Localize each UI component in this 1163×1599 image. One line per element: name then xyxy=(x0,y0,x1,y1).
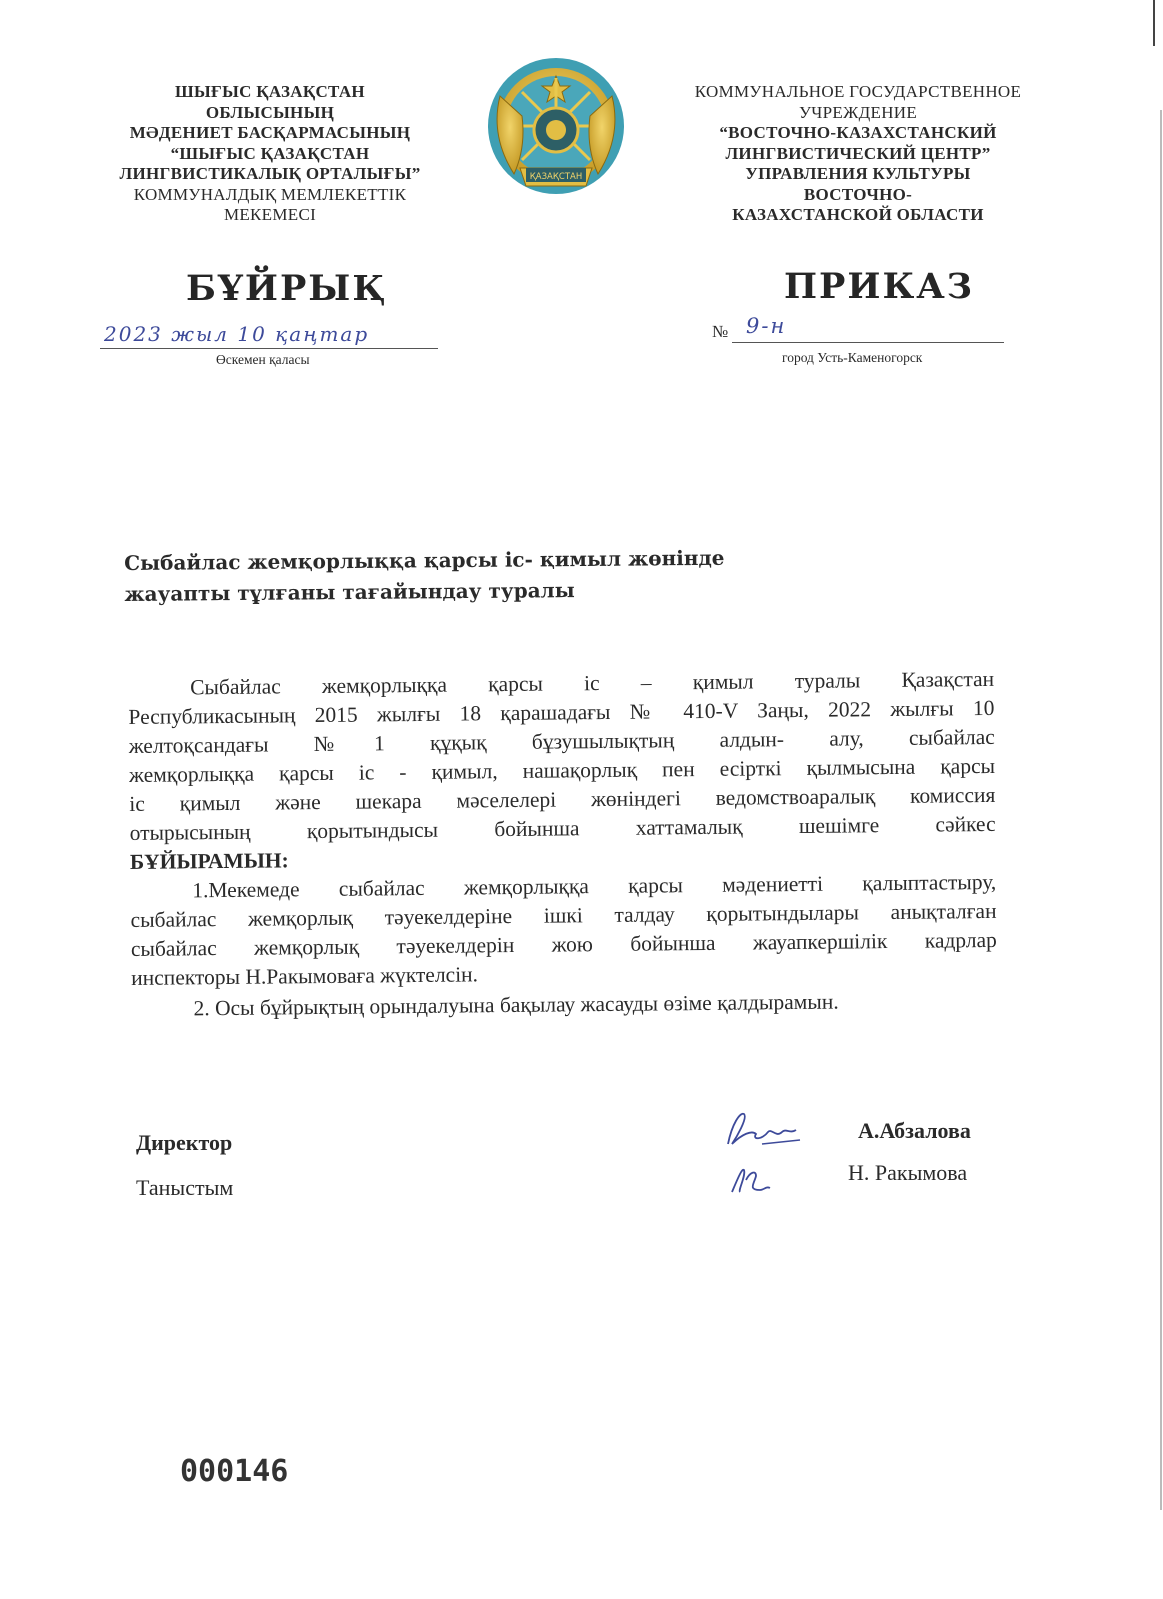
scan-edge-mark xyxy=(1153,0,1155,46)
item1-line: сыбайлас жемқорлық тәуекелдерін жою бойынша жауапкершілік кадрлар xyxy=(130,927,997,961)
header-right-line: УЧРЕЖДЕНИЕ xyxy=(798,102,918,122)
preamble-line: Сыбайлас жемқорлыққа қарсы іс – қимыл туралы Қазақстан xyxy=(190,666,995,700)
header-right-line: КОММУНАЛЬНОЕ ГОСУДАРСТВЕННОЕ xyxy=(694,82,1022,101)
emblem xyxy=(486,56,626,202)
header-left-line: ЛИНГВИСТИКАЛЫҚ ОРТАЛЫҒЫ” xyxy=(119,164,421,183)
order-word: БҰЙЫРАМЫН: xyxy=(129,848,289,874)
header-right-line: КАЗАХСТАНСКОЙ ОБЛАСТИ xyxy=(732,205,984,224)
handwritten-signature-icon xyxy=(722,1104,802,1154)
handwritten-signature-icon xyxy=(726,1160,776,1200)
header-left-line: ШЫҒЫС ҚАЗАҚСТАН xyxy=(175,82,365,101)
document-serial-number: 000146 xyxy=(180,1454,289,1489)
header-left-line: “ШЫҒЫС ҚАЗАҚСТАН xyxy=(170,143,370,163)
header-left-line: МЕКЕМЕСІ xyxy=(223,205,317,224)
date-line xyxy=(100,318,438,349)
scan-edge-line xyxy=(1160,110,1162,1510)
handwritten-date: 2023 жыл 10 қаңтар xyxy=(104,322,370,346)
order-subject xyxy=(124,543,725,610)
kazakhstan-state-emblem-icon xyxy=(486,56,626,202)
header-left xyxy=(100,82,440,226)
acquainted-signature xyxy=(726,1160,776,1205)
handwritten-number: 9-н xyxy=(746,314,787,338)
header-right xyxy=(680,82,1036,226)
director-label: Директор xyxy=(136,1130,233,1155)
header-right-line: ЛИНГВИСТИЧЕСКИЙ ЦЕНТР” xyxy=(725,143,991,163)
preamble-line: Республикасының 2015 жылғы 18 қарашадағы № 410-V Заңы, 2022 жылғы 10 xyxy=(128,695,995,729)
acquainted-label: Таныстым xyxy=(136,1175,234,1200)
city-ru: город Усть-Каменогорск xyxy=(782,350,923,365)
item1-line: 1.Мекемеде сыбайлас жемқорлыққа қарсы мәдениетті қалыптастыру, xyxy=(192,869,997,903)
subject-line: жауапты тұлғаны тағайындау туралы xyxy=(124,578,575,606)
preamble-line: желтоқсандағы №1 құқық бұзушылықтың алдын- алу, сыбайлас xyxy=(128,724,995,758)
item1-line: инспекторы Н.Ракымоваға жүктелсін. xyxy=(131,962,479,990)
number-line xyxy=(732,316,1004,343)
order-body xyxy=(128,665,998,1024)
acquainted-name: Н. Ракымова xyxy=(848,1160,968,1185)
header-left-line: КОММУНАЛДЫҚ МЕМЛЕКЕТТІК xyxy=(133,184,407,204)
emblem-inscription: ҚАЗАҚСТАН xyxy=(529,172,583,182)
subject-line: Сыбайлас жемқорлыққа қарсы іс- қимыл жөнінде xyxy=(124,545,725,575)
preamble-line: іс қимыл және шекара мәселелері жөніндегі ведомствоаралық комиссия xyxy=(129,782,996,816)
item2: 2. Осы бұйрықтың орындалуына бақылау жасауды өзіме қалдырамын. xyxy=(193,989,839,1021)
item1-line: сыбайлас жемқорлық тәуекелдеріне ішкі талдау қорытындылары анықталған xyxy=(130,898,997,932)
header-left-line: ОБЛЫСЫНЫҢ xyxy=(205,102,335,122)
header-right-line: УПРАВЛЕНИЯ КУЛЬТУРЫ xyxy=(745,164,971,183)
header-left-line: МӘДЕНИЕТ БАСҚАРМАСЫНЫҢ xyxy=(129,123,411,142)
order-title-kk: БҰЙРЫҚ xyxy=(186,268,388,309)
header-right-line: ВОСТОЧНО- xyxy=(803,184,913,204)
preamble-line: жемқорлыққа қарсы іс - қимыл, нашақорлық пен есірткі қылмысына қарсы xyxy=(128,753,996,787)
header-right-line: “ВОСТОЧНО-КАЗАХСТАНСКИЙ xyxy=(719,123,997,142)
order-title-ru: ПРИКАЗ xyxy=(784,266,975,307)
preamble-line: отырысының қорытындысы бойынша хаттамалық шешімге сәйкес xyxy=(129,811,996,845)
director-signature xyxy=(722,1104,802,1159)
city-kk: Өскемен қаласы xyxy=(216,352,310,367)
number-prefix: № xyxy=(712,322,729,341)
director-name: А.Абзалова xyxy=(858,1118,971,1143)
